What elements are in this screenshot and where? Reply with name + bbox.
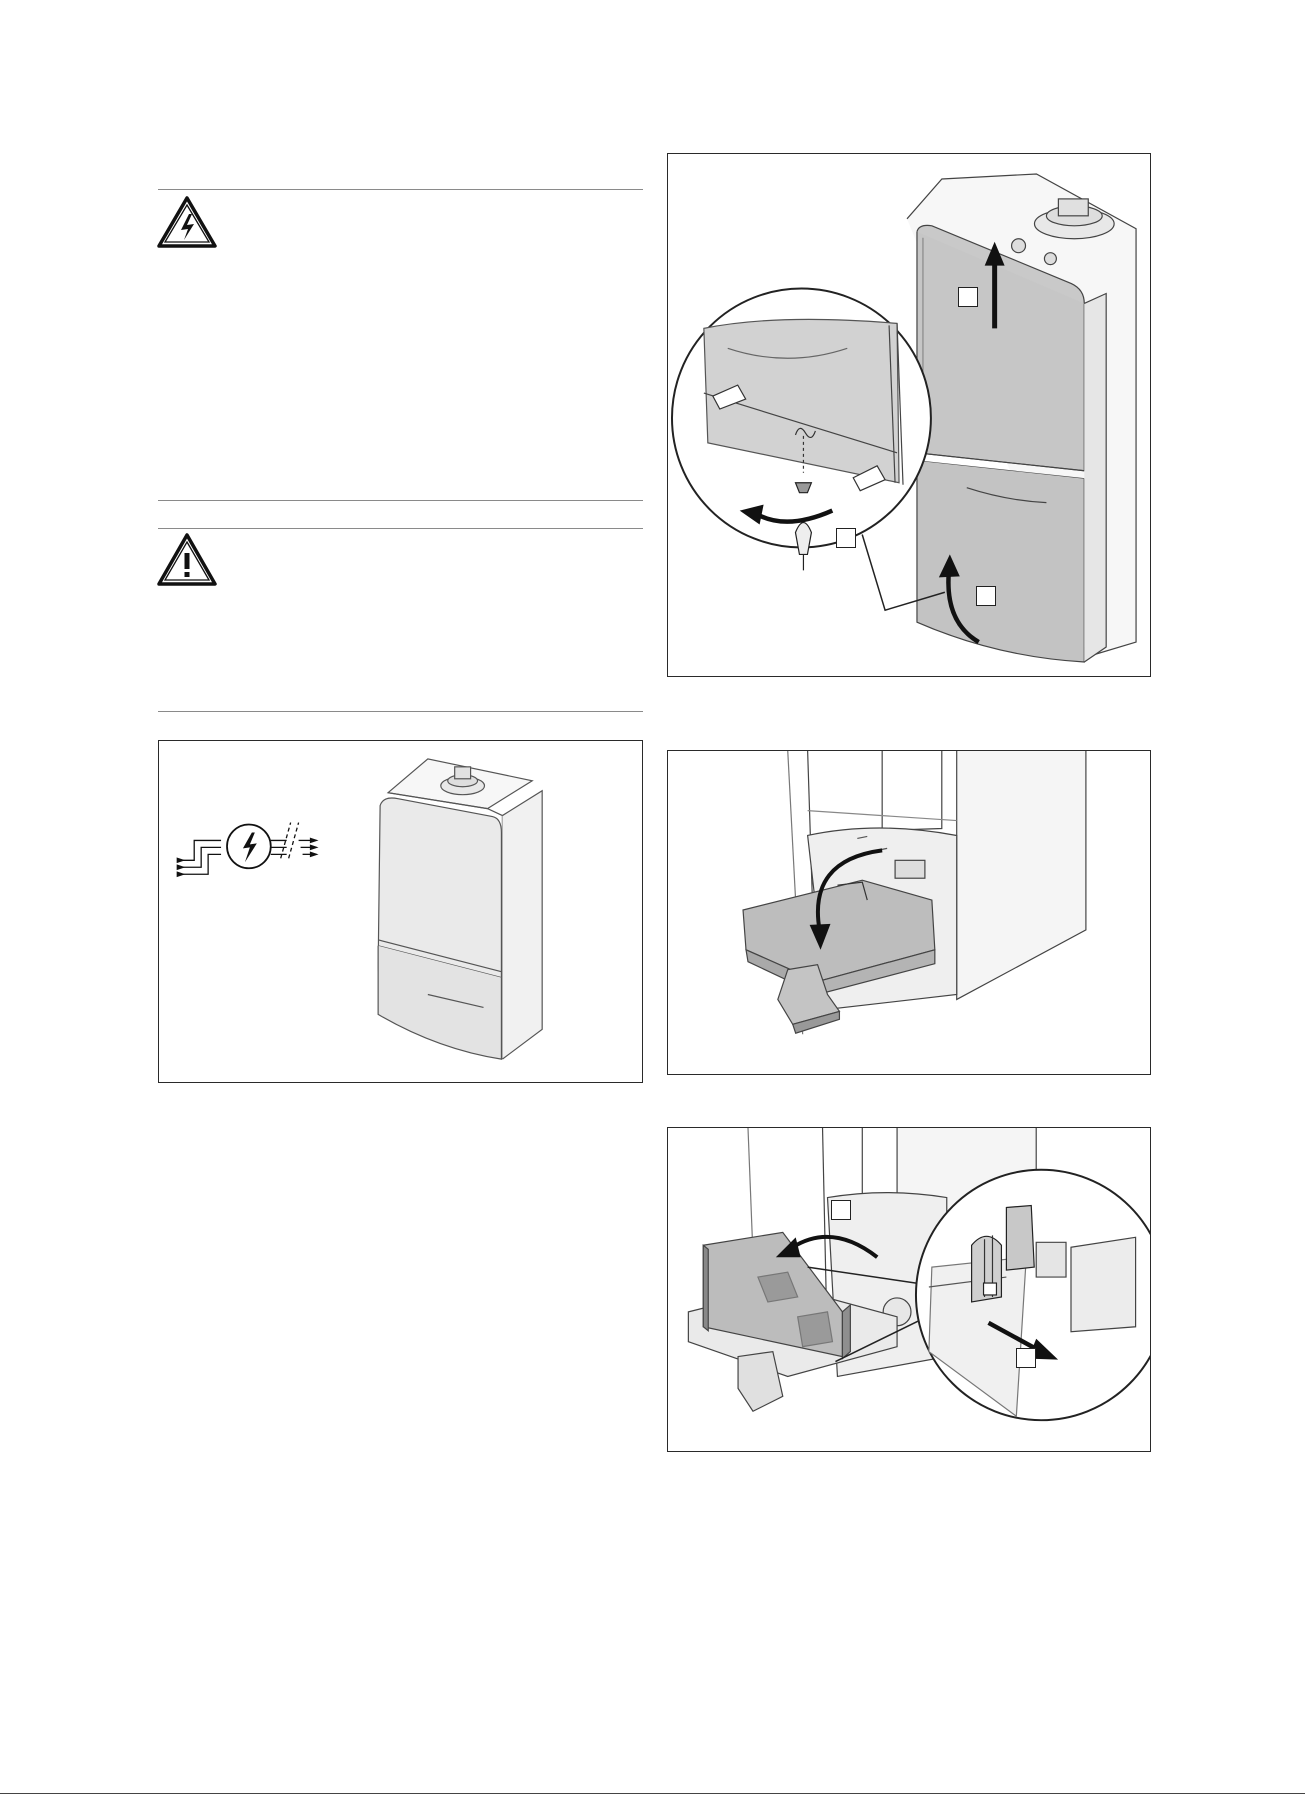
warning-top-rule	[158, 189, 643, 190]
figure-control-box-cover-removal	[667, 1127, 1151, 1452]
figure-control-box-fold-down	[667, 750, 1151, 1075]
callout-box-cover-rotate	[831, 1200, 851, 1220]
warning-separator-rule	[158, 500, 643, 501]
callout-box-casing-lift	[958, 287, 978, 307]
callout-box-latch-release	[1016, 1348, 1036, 1368]
caution-bottom-rule	[158, 711, 643, 712]
exclamation-warning-icon	[157, 533, 217, 587]
callout-box-casing-pull	[976, 586, 996, 606]
electric-shock-warning-icon	[157, 196, 217, 248]
caution-top-rule	[158, 528, 643, 529]
page-bottom-rule	[0, 1793, 1305, 1794]
boiler-illustration	[159, 741, 642, 1082]
callout-box-screw	[836, 528, 856, 548]
power-isolation-icon	[177, 823, 316, 877]
figure-power-isolation	[158, 740, 643, 1083]
figure-front-casing-removal	[667, 153, 1151, 677]
